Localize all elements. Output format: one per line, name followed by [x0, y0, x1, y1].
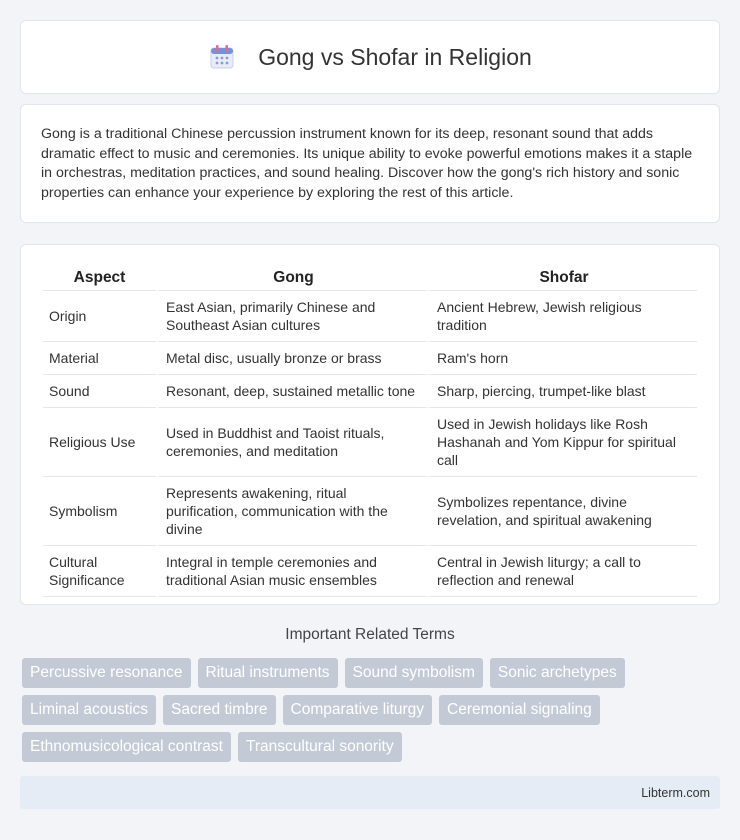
cell-shofar: Central in Jewish liturgy; a call to reflection and renewal [427, 546, 697, 597]
cell-shofar: Symbolizes repentance, divine revelation, and spiritual awakening [427, 477, 697, 546]
cell-gong: East Asian, primarily Chinese and Southeast Asian cultures [156, 291, 427, 342]
related-term-tag[interactable]: Sacred timbre [163, 695, 275, 725]
footer [20, 776, 720, 809]
intro-text: Gong is a traditional Chinese percussion instrument known for its deep, resonant sound that adds dramatic effect to music and ceremonies. Its unique ability to evoke powerful emotions makes it a staple in orchestras, meditation practices, and sound healing. Discover how the gong's rich history and sonic properties can enhance your experience by exploring the rest of this article. [41, 126, 693, 201]
cell-shofar: Ram's horn [427, 342, 697, 375]
cell-shofar: Ancient Hebrew, Jewish religious tradition [427, 291, 697, 342]
cell-aspect: Material [43, 342, 156, 375]
cell-gong: Integral in temple ceremonies and traditional Asian music ensembles [156, 546, 427, 597]
related-term-tag[interactable]: Sound symbolism [345, 658, 483, 688]
header-gong: Gong [156, 265, 427, 291]
cell-shofar: Used in Jewish holidays like Rosh Hashanah and Yom Kippur for spiritual call [427, 408, 697, 477]
related-term-tag[interactable]: Percussive resonance [22, 658, 191, 688]
related-term-tag[interactable]: Transcultural sonority [238, 732, 402, 762]
related-term-tag[interactable]: Comparative liturgy [283, 695, 433, 725]
header-shofar: Shofar [427, 265, 697, 291]
footer-site-link[interactable]: Libterm.com [641, 786, 710, 800]
cell-gong: Used in Buddhist and Taoist rituals, ceremonies, and meditation [156, 408, 427, 477]
cell-aspect: Sound [43, 375, 156, 408]
table-row [43, 546, 697, 597]
related-term-tag[interactable]: Ritual instruments [198, 658, 338, 688]
header-aspect: Aspect [43, 265, 156, 291]
cell-gong: Resonant, deep, sustained metallic tone [156, 375, 427, 408]
cell-gong: Represents awakening, ritual purification, communication with the divine [156, 477, 427, 546]
table-row [43, 408, 697, 477]
comparison-table-card [20, 244, 720, 605]
cell-aspect: Religious Use [43, 408, 156, 477]
comparison-table [43, 265, 697, 597]
cell-aspect: Symbolism [43, 477, 156, 546]
title-card [20, 20, 720, 94]
table-row [43, 477, 697, 546]
related-term-tag[interactable]: Ceremonial signaling [439, 695, 600, 725]
table-row [43, 291, 697, 342]
table-row [43, 375, 697, 408]
table-row [43, 342, 697, 375]
page-title: Gong vs Shofar in Religion [258, 43, 532, 70]
cell-aspect: Origin [43, 291, 156, 342]
calendar-icon [208, 43, 236, 71]
cell-shofar: Sharp, piercing, trumpet-like blast [427, 375, 697, 408]
table-header-row [43, 265, 697, 291]
intro-card [20, 104, 720, 223]
cell-gong: Metal disc, usually bronze or brass [156, 342, 427, 375]
related-term-tag[interactable]: Liminal acoustics [22, 695, 156, 725]
related-terms-list [22, 658, 722, 769]
related-terms-title: Important Related Terms [285, 626, 455, 643]
cell-aspect: Cultural Significance [43, 546, 156, 597]
related-term-tag[interactable]: Sonic archetypes [490, 658, 625, 688]
related-term-tag[interactable]: Ethnomusicological contrast [22, 732, 231, 762]
